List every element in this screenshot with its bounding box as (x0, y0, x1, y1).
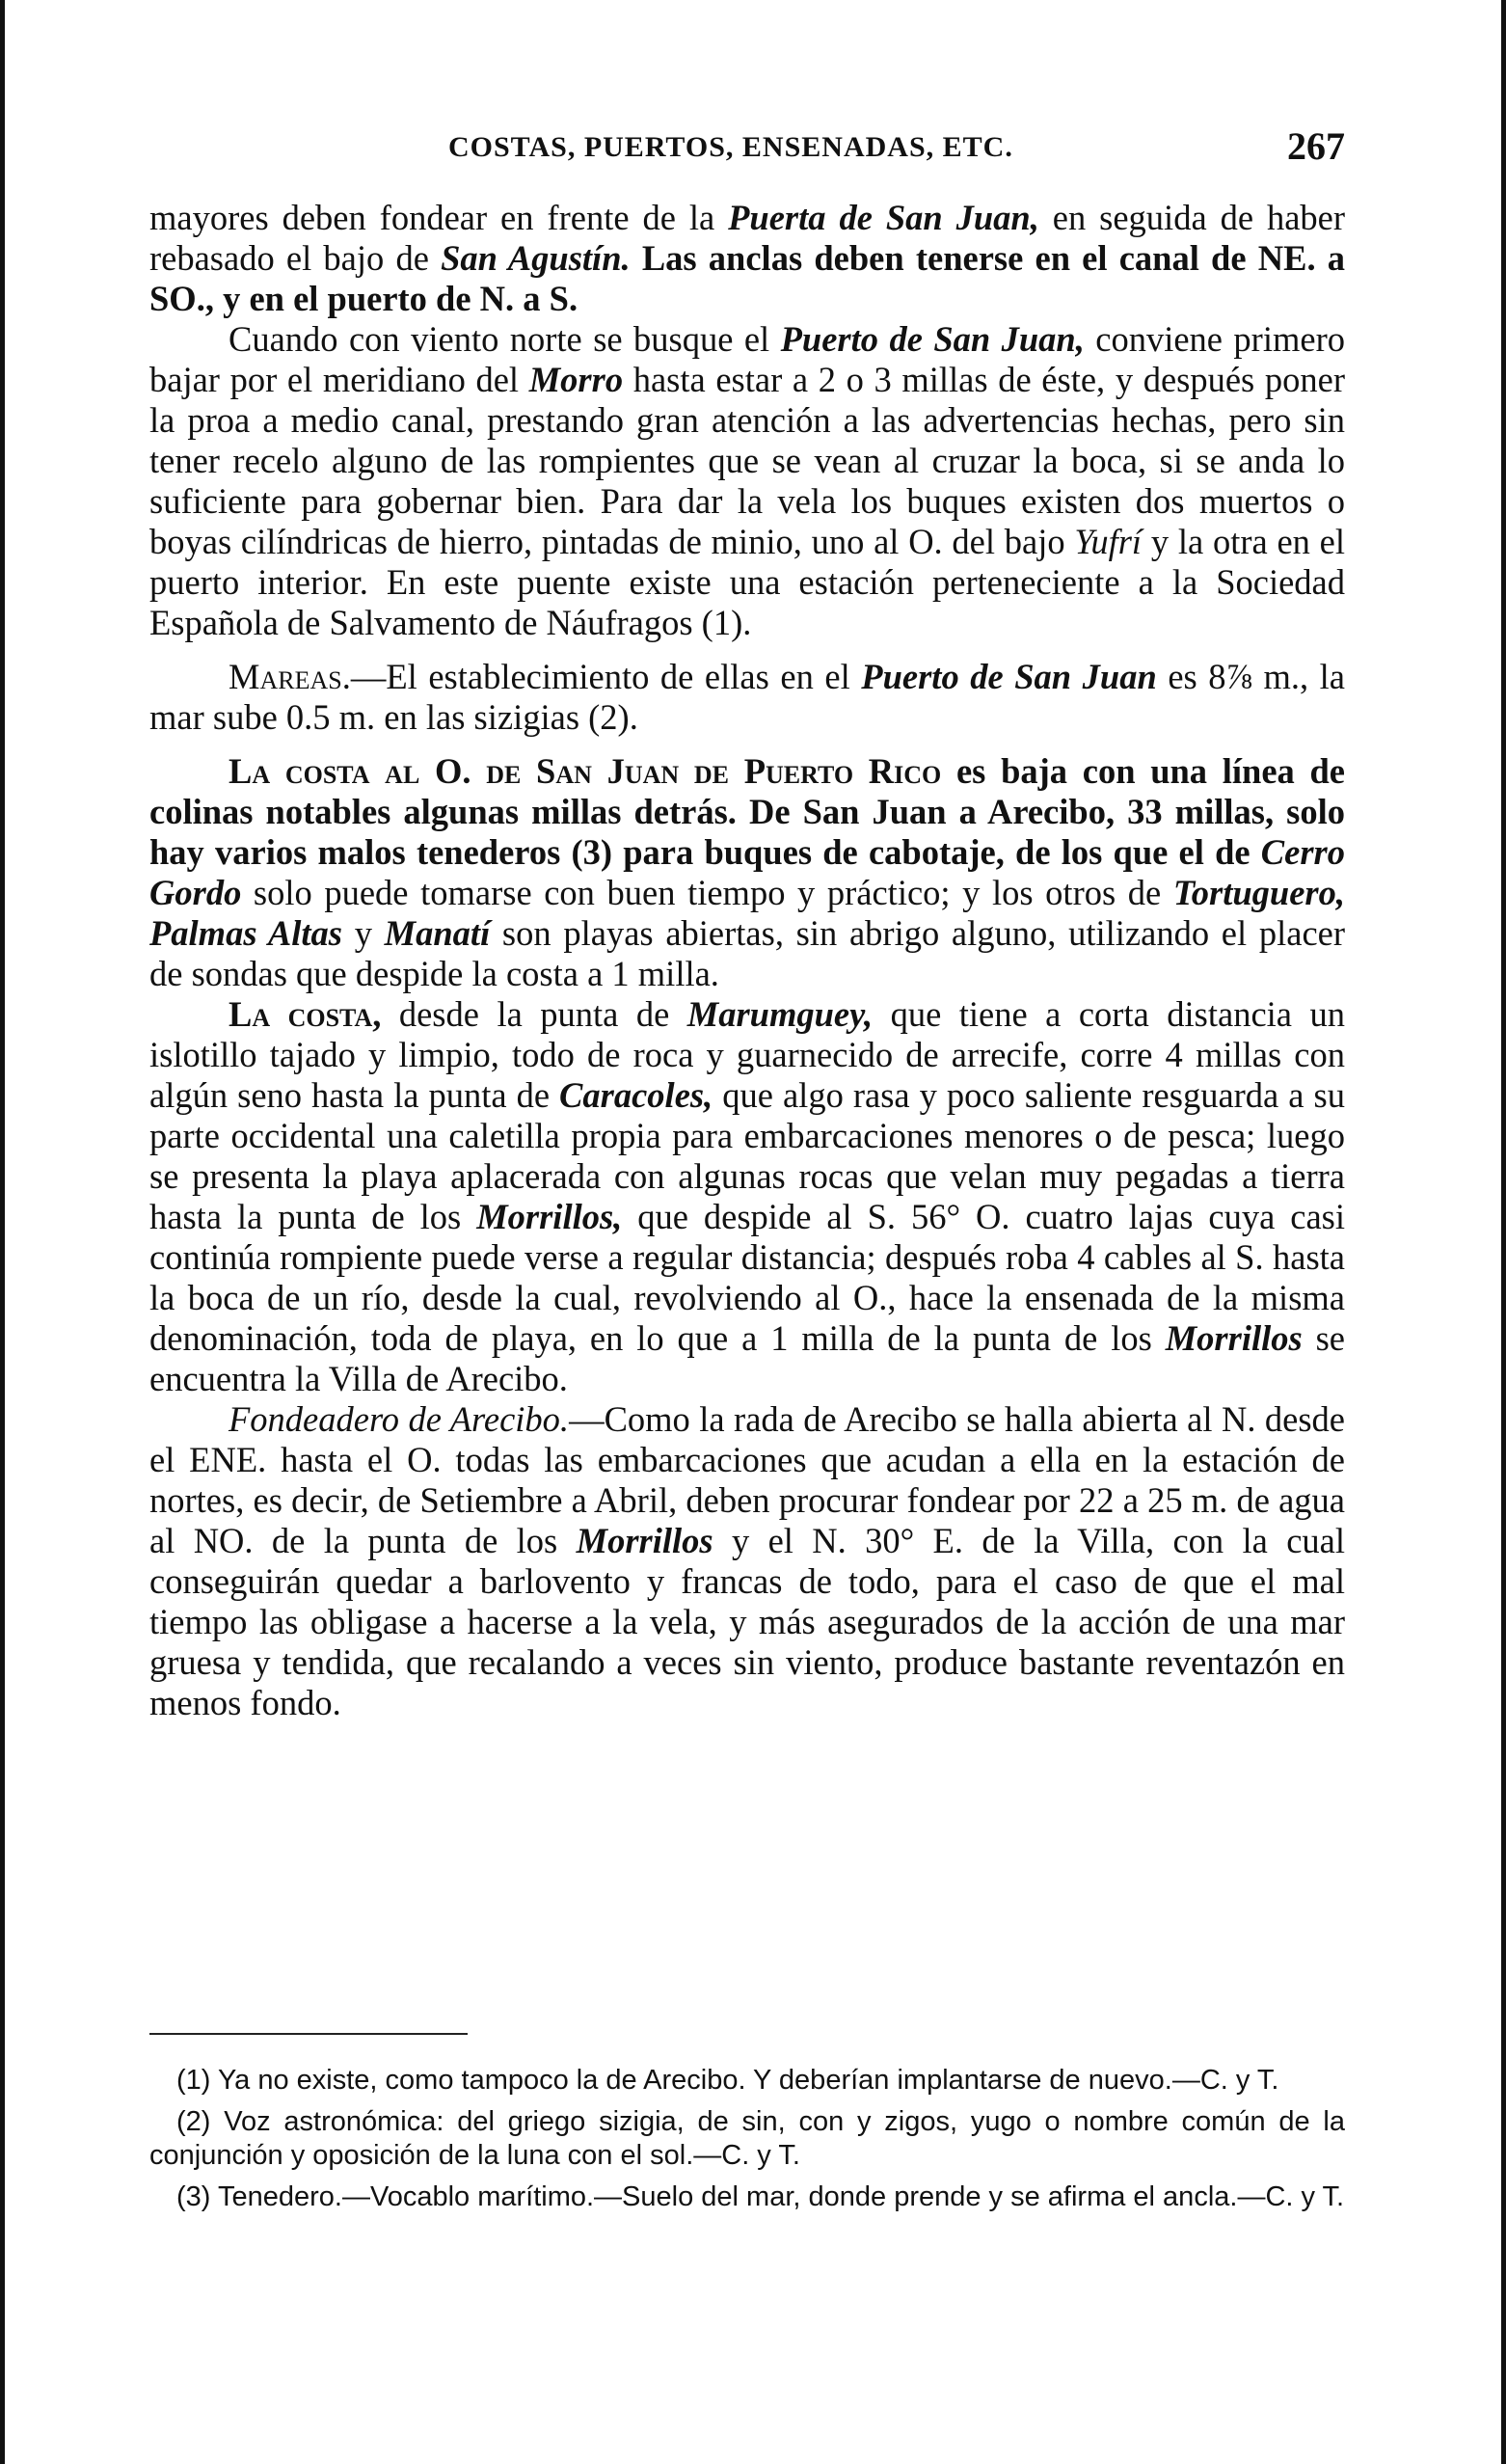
text-run: es 8⅞ m., la mar sube 0.5 m. en las sizigias (2). (149, 657, 1346, 737)
text-run: que tiene a corta distancia un islotillo tajado y limpio, todo de roca y guarnecido de arrecife, corre 4 millas con algún seno hasta la punta de (149, 994, 1345, 1115)
section-lead: Fondeadero de Arecibo. (229, 1399, 570, 1439)
text-run: solo puede tomarse con buen tiempo y práctico; y los otros de (241, 873, 1173, 912)
text-run: en seguida de haber rebasado el bajo de (149, 198, 1346, 278)
text-run: es baja con una línea de colinas notables algunas millas detrás. De San Juan a Arecibo, 33 millas, solo hay varios malos tenederos (3) para buques de cabotaje, de los que el de (149, 751, 1346, 872)
place-name: Caracoles, (559, 1075, 713, 1115)
place-name: Tortuguero, Palmas Altas (149, 873, 1345, 953)
footnote-3: (3) Tenedero.—Vocablo marítimo.—Suelo del mar, donde prende y se afirma el ancla.—C. y T. (176, 2181, 1345, 2212)
paragraph-1 (149, 198, 1345, 319)
footnotes (149, 2064, 1345, 2222)
section-lead: La costa al O. de San Juan de Puerto Rico (229, 751, 942, 791)
section-lead: Mareas. (229, 657, 351, 696)
paragraph-fondeadero (149, 1399, 1345, 1723)
text-run: que despide al S. 56° O. cuatro lajas cuya casi continúa rompiente puede verse a regular distancia; después roba 4 cables al S. hasta la boca de un río, desde la cual, revolviendo al O., hace la ensenada de la misma denominación, toda de playa, en lo que a 1 milla de la punta de los (149, 1197, 1345, 1358)
paragraph-costa-oeste (149, 751, 1345, 994)
place-name: Morrillos, (476, 1197, 623, 1236)
footnote-rule (149, 2033, 468, 2035)
text-run: Las anclas deben tenerse en el canal de NE. a SO., y en el puerto de N. a S. (149, 238, 1346, 318)
footnote-1: (1) Ya no existe, como tampoco la de Arecibo. Y deberían implantarse de nuevo.—C. y T. (176, 2065, 1279, 2096)
place-name: Morrillos (576, 1521, 713, 1560)
place-name: Puerto de San Juan (861, 657, 1157, 696)
paragraph-2 (149, 319, 1345, 643)
text-run: y el N. 30° E. de la Villa, con la cual conseguirán quedar a barlovento y francas de todo, para el caso de que el mal tiempo las obligase a hacerse a la vela, y más asegurados de la acción de una mar gruesa y tendida, que recalando a veces sin viento, produce bastante reventazón en menos fondo. (149, 1521, 1345, 1722)
text-run: que algo rasa y poco saliente resguarda a su parte occidental una caletilla propia para embarcaciones menores o de pesca; luego se presenta la playa aplacerada con algunas rocas que velan muy pegadas a tierra hasta la punta de los (149, 1075, 1345, 1236)
text-run: y (341, 913, 385, 953)
place-name: Marumguey, (686, 994, 874, 1034)
scan-border-left (0, 0, 5, 2464)
place-name: Morro (528, 360, 624, 399)
text-run: mayores deben fondear en frente de la (149, 198, 729, 237)
paragraph-la-costa (149, 994, 1345, 1399)
place-name: San Agustín. (441, 238, 631, 278)
text-run: conviene primero bajar por el meridiano del (149, 319, 1345, 399)
place-name: Manatí (384, 913, 491, 953)
text-run: —Como la rada de Arecibo se halla abierta al N. desde el ENE. hasta el O. todas las embarcaciones que acudan a ella en la estación de nortes, es decir, de Setiembre a Abril, deben procurar fondear por 22 a 25 m. de agua al NO. de la punta de los (149, 1399, 1345, 1560)
page-number: 267 (1287, 124, 1345, 168)
section-lead: La costa, (229, 994, 382, 1034)
text-run: —El establecimiento de ellas en el (350, 657, 862, 696)
place-name: Puerto de San Juan, (780, 319, 1085, 359)
place-name: Yufrí (1074, 522, 1143, 561)
text-run: son playas abiertas, sin abrigo alguno, utilizando el placer de sondas que despide la costa a 1 milla. (149, 913, 1346, 993)
footnote-2: (2) Voz astronómica: del griego sizigia, de sin, con y zigos, yugo o nombre común de la conjunción y oposición de la luna con el sol.—C. y T. (149, 2106, 1345, 2171)
text-run: Cuando con viento norte se busque el (229, 319, 781, 359)
scan-border-right (1501, 0, 1506, 2464)
page-header (149, 123, 1345, 172)
text-run: y la otra en el puerto interior. En este puente existe una estación perteneciente a la Sociedad Española de Salvamento de Náufragos (1). (149, 522, 1345, 642)
running-head: COSTAS, PUERTOS, ENSENADAS, ETC. (448, 131, 1013, 163)
place-name: Morrillos (1165, 1318, 1303, 1358)
text-run: hasta estar a 2 o 3 millas de éste, y después poner la proa a medio canal, prestando gran atención a las advertencias hechas, pero sin tener recelo alguno de las rompientes que se vean al cruzar la boca, si se anda lo suficiente para gobernar bien. Para dar la vela los buques existen dos muertos o boyas cilíndricas de hierro, pintadas de minio, uno al O. del bajo (149, 360, 1346, 561)
place-name: Cerro Gordo (149, 832, 1345, 912)
place-name: Puerta de San Juan, (728, 198, 1039, 237)
paragraph-mareas (149, 657, 1345, 738)
main-text (149, 198, 1345, 1723)
text-run: se encuentra la Villa de Arecibo. (149, 1318, 1346, 1398)
text-run: desde la punta de (381, 994, 687, 1034)
